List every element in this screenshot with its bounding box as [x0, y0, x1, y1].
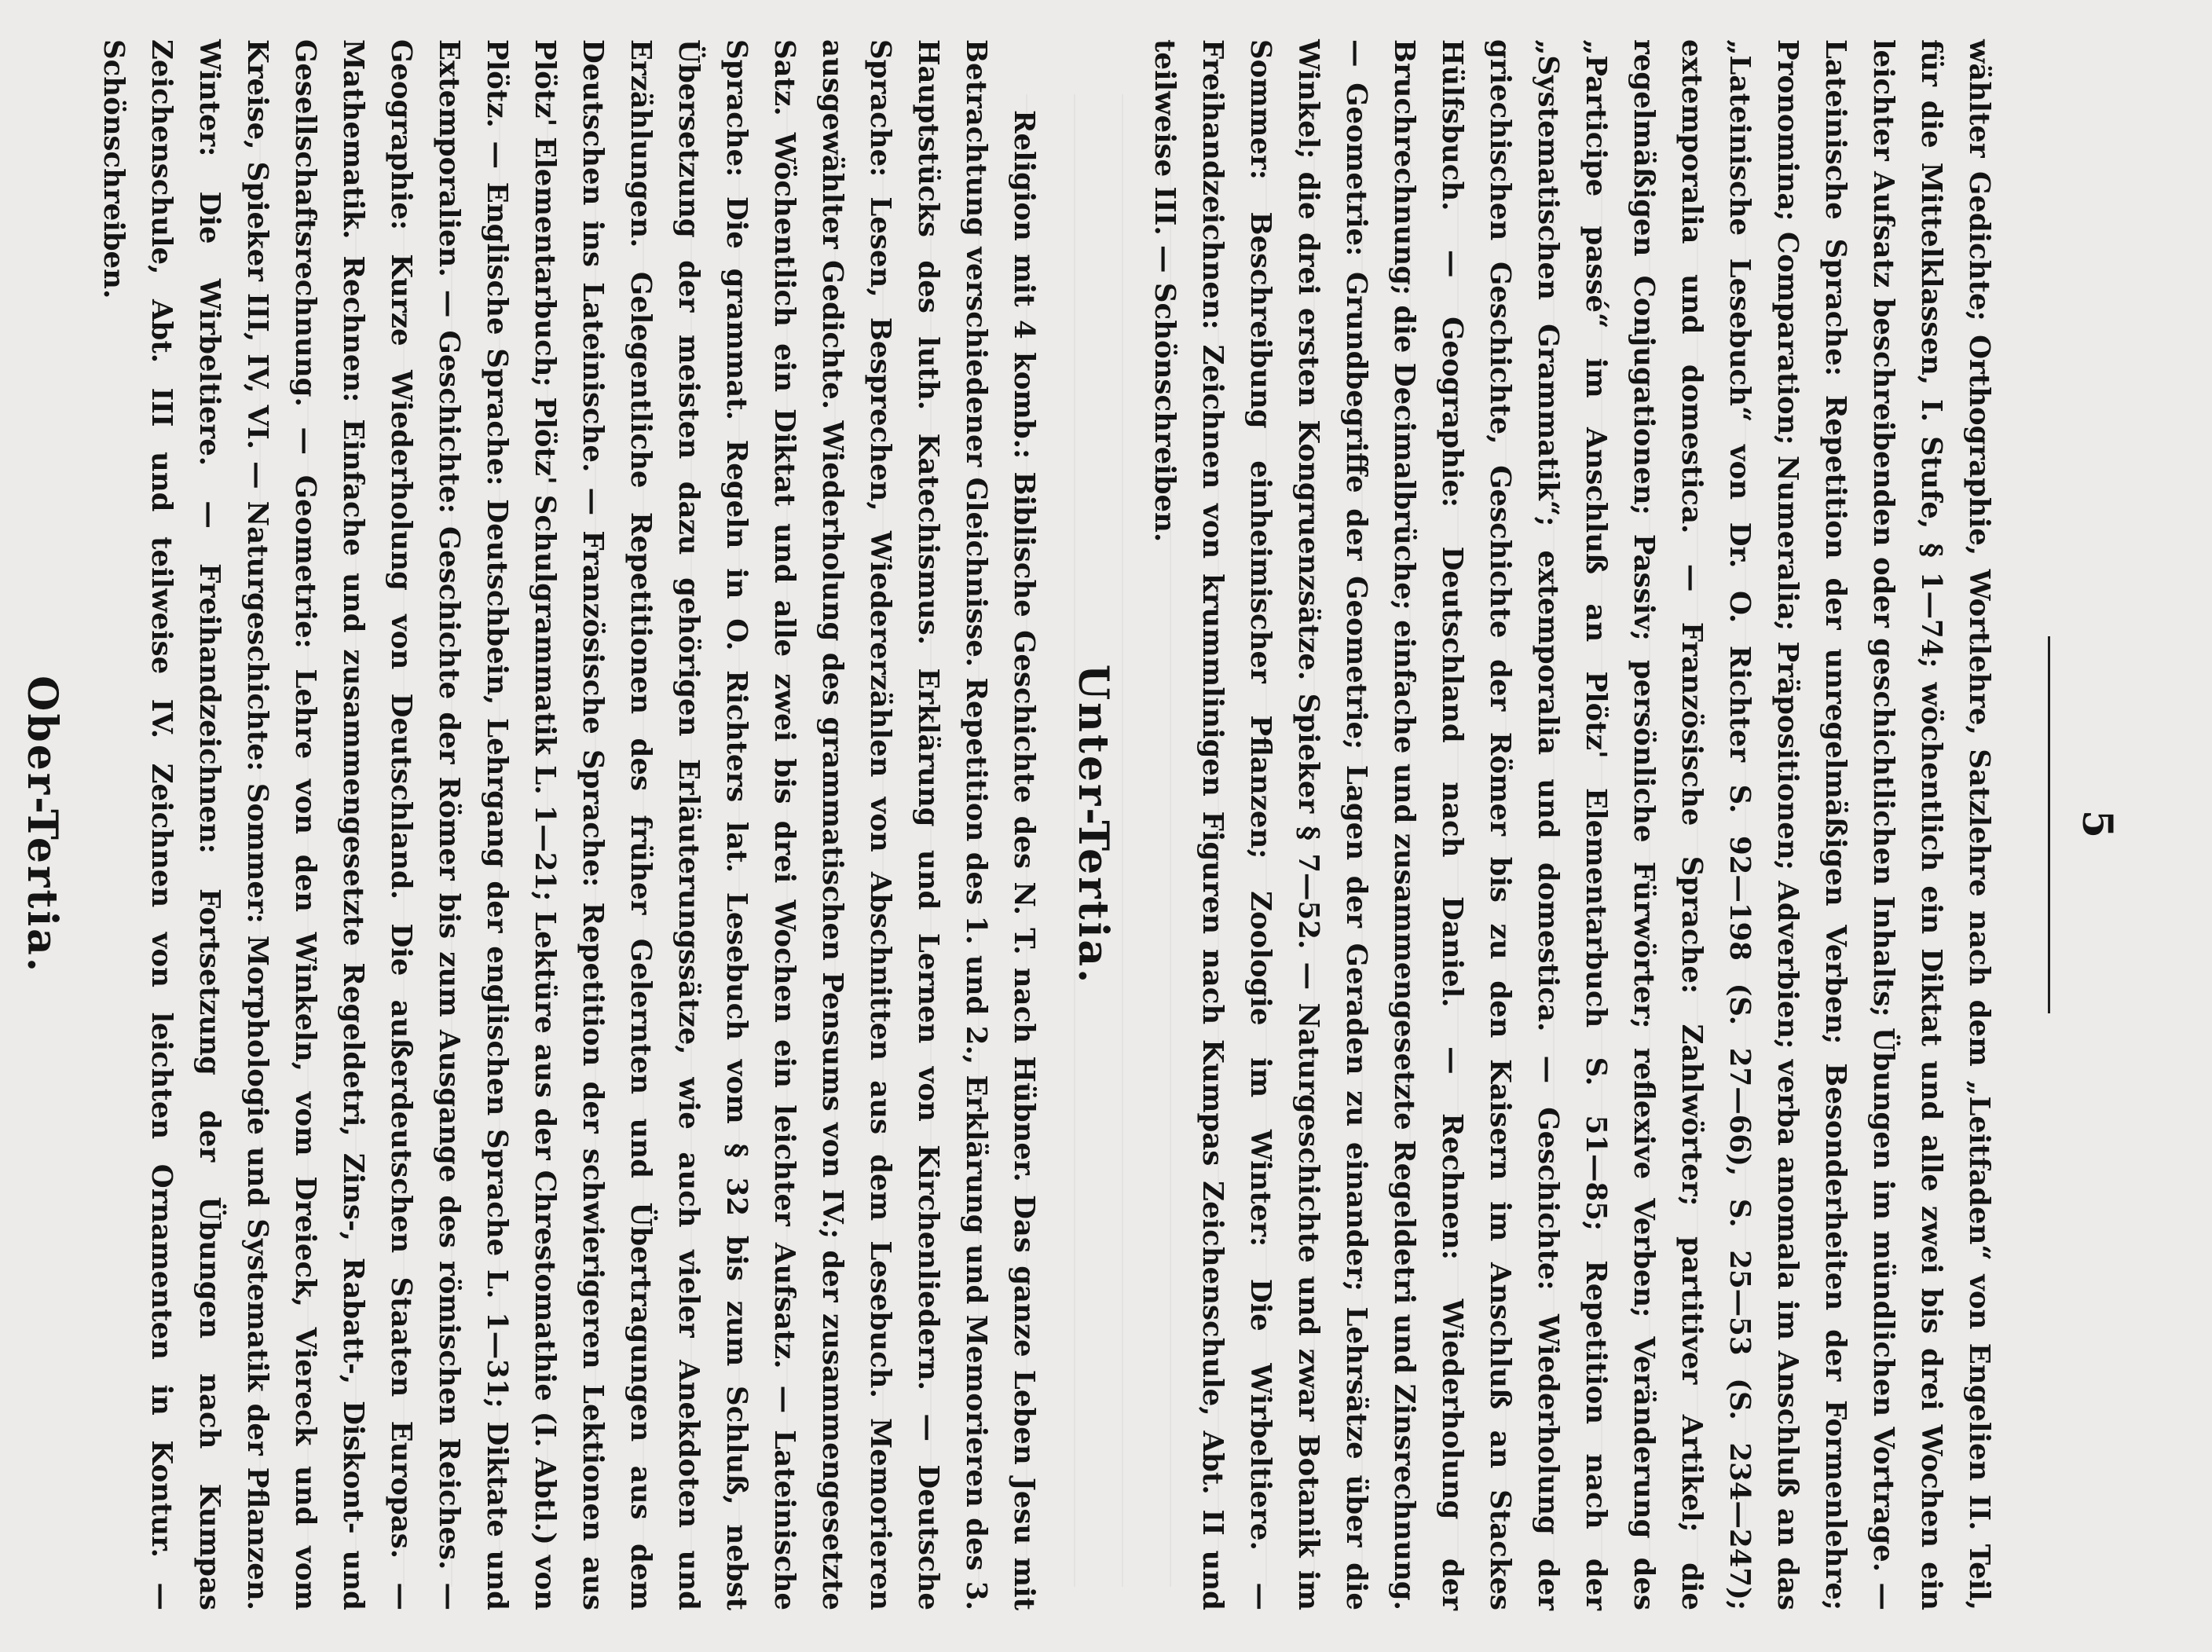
paragraph-unter-tertia: Religion mit 4 komb.: Biblische Geschichte des N. T. nach Hübner. Das ganze Leben Jesu mit Betrachtung verschiedener Gleichnisse. Repetition des 1. und 2., Erklärung und Memorieren des 3. Hauptstücks des luth. Katechismus. Erklärung und Lernen von Kirchenliedern. — Deutsche Sprache: Lesen, Besprechen, Wiedererzählen von Abschnitten aus dem Lesebuch. Memorieren ausgewählter Gedichte. Wiederholung des grammatischen Pensums von IV.; der zusammengesetzte Satz. Wöchentlich ein Diktat und alle zwei bis drei Wochen ein leichter Aufsatz. — Lateinische Sprache: Die grammat. Regeln in O. Richters lat. Lesebuch vom § 32 bis zum Schluß, nebst Übersetzung der meisten dazu gehörigen Erläuterungssätze, wie auch vieler Anekdoten und Erzählungen. Gelegentliche Repetitionen des früher Gelernten und Übertragungen aus dem Deutschen ins Lateinische. — Französische Sprache: Repetition der schwierigeren Lektionen aus Plötz' Elementarbuch; Plötz' Schulgrammatik L. 1—21; Lektüre aus der Chrestomathie (I. Abtl.) von Plötz. — Englische Sprache: Deutschbein, Lehrgang der englischen Sprache L. 1—31; Diktate und Extemporalien. — Geschichte: Geschichte der Römer bis zum Ausgange des römischen Reiches. — Geographie: Kurze Wiederholung von Deutschland. Die außerdeutschen Staaten Europas. — Mathematik. Rechnen: Einfache und zusammengesetzte Regeldetri, Zins-, Rabatt-, Diskont- und Gesellschaftsrechnung. — Geometrie: Lehre von den Winkeln, vom Dreieck, Viereck und vom Kreise, Spieker III, IV, VI. — Naturgeschichte: Sommer: Morphologie und Systematik der Pflanzen. Winter: Die Wirbeltiere. — Freihandzeichnen: Fortsetzung der Übungen nach Kumpas Zeichenschule, Abt. III und teilweise IV. Zeichnen von leichten Ornamenten in Kontur. — Schönschreiben.	[97, 39, 1040, 1610]
header-rule	[2048, 636, 2050, 1013]
rotated-page-content	[18, 39, 2121, 1610]
body-text	[0, 39, 2003, 1610]
page-number: 5	[2073, 809, 2121, 841]
section-heading-ober-tertia: Ober-Tertia.	[18, 676, 66, 974]
section-heading-unter-tertia: Unter-Tertia.	[1069, 664, 1117, 986]
paragraph-continuation: wählter Gedichte; Orthographie, Wortlehre, Satzlehre nach dem „Leitfaden“ von Engelien II. Teil, für die Mittelklassen, I. Stufe, § 1—74; wöchentlich ein Diktat und alle zwei bis drei Wochen ein leichter Aufsatz beschreibenden oder geschichtlichen Inhalts; Übungen im mündlichen Vortrage. — Lateinische Sprache: Repetition der unregelmäßigen Verben; Besonderheiten der Formenlehre; Pronomina; Comparation; Numeralia; Präpositionen; Adverbien; verba anomala im Anschluß an das „Lateinische Lesebuch“ von Dr. O. Richter S. 92—198 (S. 27—66), S. 25—53 (S. 234—247); extemporalia und domestica. — Französische Sprache: Zahlwörter; partitiver Artikel; die regelmäßigen Conjugationen; Passiv; persönliche Fürwörter; reflexive Verben; Veränderung des „Participe passé“ im Anschluß an Plötz' Elementarbuch S. 51—85; Repetition nach der „Systematischen Grammatik“; extemporalia und domestica. — Geschichte: Wiederholung der griechischen Geschichte, Geschichte der Römer bis zu den Kaisern im Anschluß an Stackes Hülfsbuch. — Geographie: Deutschland nach Daniel. — Rechnen: Wiederholung der Bruchrechnung; die Decimalbrüche; einfache und zusammengesetzte Regeldetri und Zinsrechnung. — Geometrie: Grundbegriffe der Geometrie; Lagen der Geraden zu einander; Lehrsätze über die Winkel; die drei ersten Kongruenzsätze. Spieker § 7—52. — Naturgeschichte und zwar Botanik im Sommer: Beschreibung einheimischer Pflanzen; Zoologie im Winter: Die Wirbeltiere. — Freihandzeichnen: Zeichnen von krummlinigen Figuren nach Kumpas Zeichenschule, Abt. II und teilweise III. — Schönschreiben.	[1148, 39, 1995, 1610]
